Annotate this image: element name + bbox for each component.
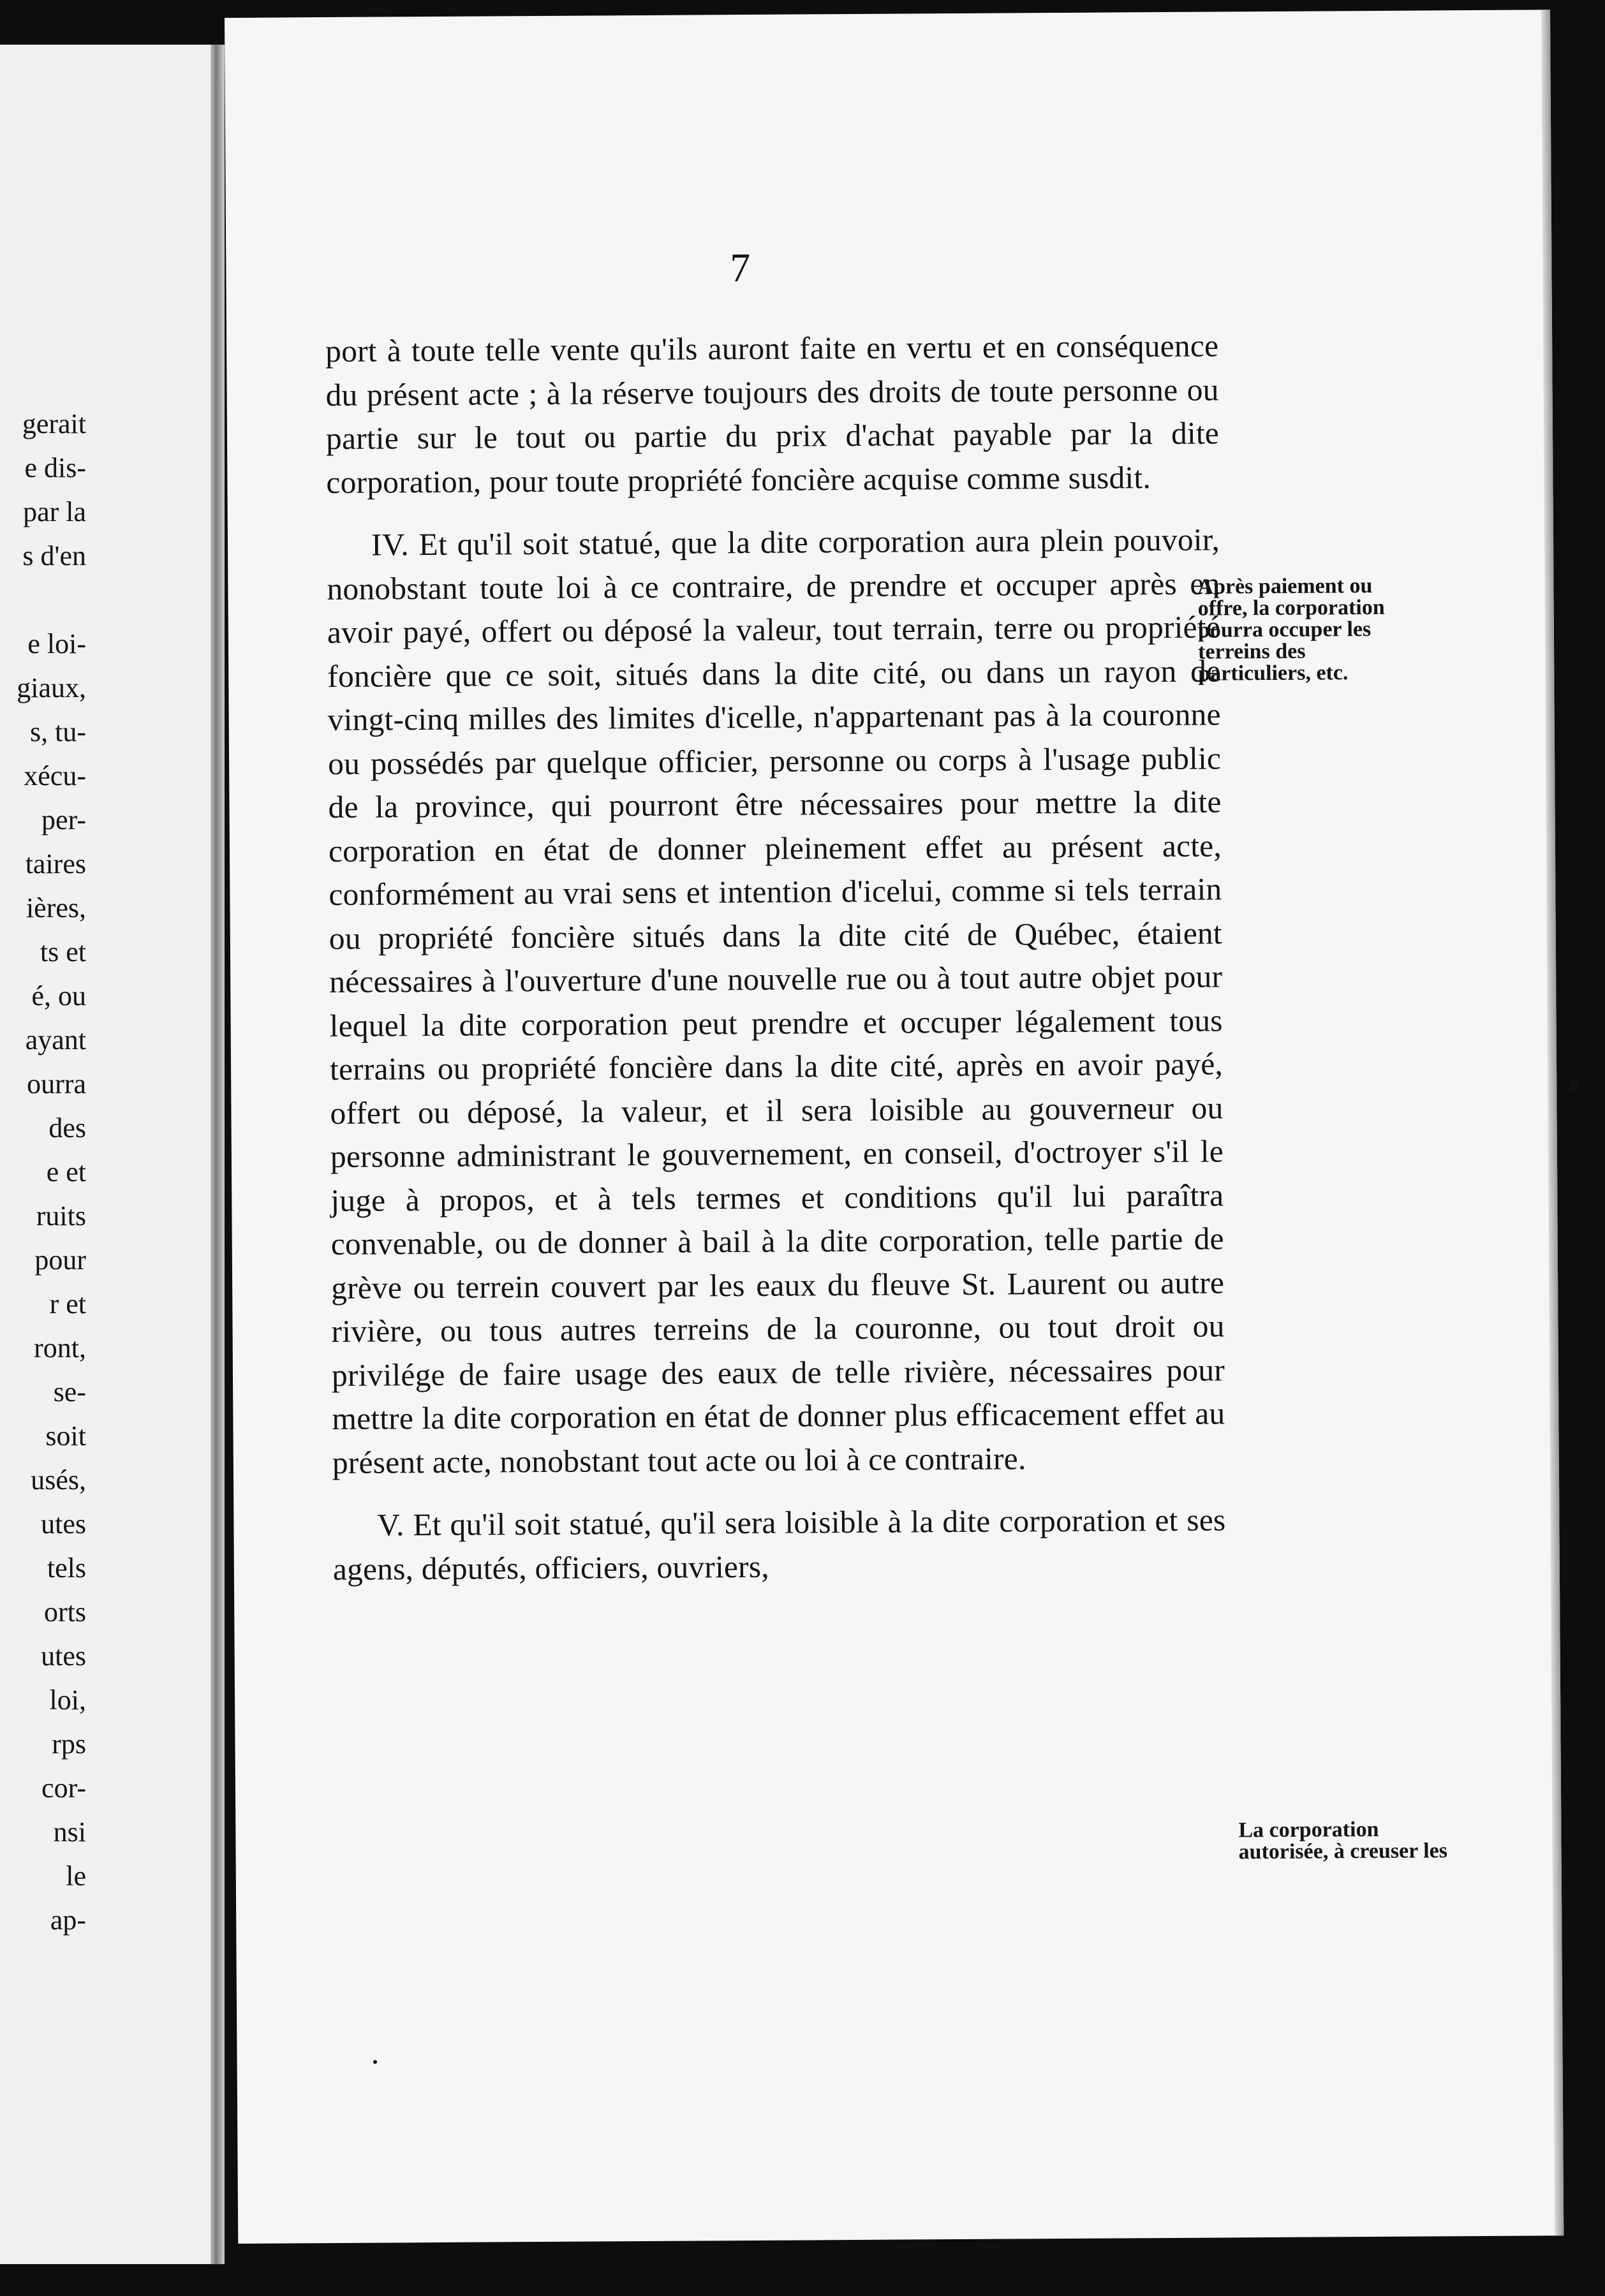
left-fragment-line: pour [34, 1244, 86, 1276]
left-fragment-line: e dis- [24, 452, 86, 483]
left-fragment-line: gerait [22, 408, 86, 439]
left-fragment-line: xécu- [24, 760, 86, 791]
dust-speck [1576, 555, 1579, 559]
page-right [225, 10, 1564, 2244]
left-fragment-line: ap- [50, 1904, 86, 1936]
left-fragment-line: taires [25, 848, 86, 879]
left-fragment-line: e et [46, 1156, 86, 1188]
left-fragment-line: utes [41, 1508, 86, 1540]
left-fragment-line: s, tu- [30, 716, 86, 747]
left-fragment-line: e loi- [27, 628, 86, 659]
left-fragment-line [0, 578, 86, 622]
book-gutter [211, 45, 225, 2264]
facing-page-left [0, 45, 220, 2264]
paragraph-continuation: port à toute telle vente qu'ils auront faite en vertu et en conséquence du présent acte ; à la réserve toujours des droits de toute personne ou partie sur le tout ou partie du prix d'achat payable par la dite corporation, pour toute propriété foncière acquise comme susdit. [325, 328, 1220, 500]
left-fragment-line: tels [47, 1552, 86, 1584]
left-fragment-line: des [48, 1112, 86, 1144]
left-fragment-line: loi, [49, 1684, 86, 1716]
paragraph-section-v: V. Et qu'il soit statué, qu'il sera loisible à la dite corporation et ses agens, députés, officiers, ouvriers, [332, 1502, 1226, 1587]
marginal-note-section-v: La corporation autorisée, à creuser les [1238, 1818, 1448, 1864]
marginal-note-section-iv: Après paiement ou offre, la corporation pourra occuper les terreins des particuliers, etc. [1197, 574, 1385, 686]
left-fragment-line: giaux, [17, 672, 86, 703]
left-page-text-fragments [0, 402, 86, 1942]
left-fragment-line: é, ou [31, 980, 86, 1012]
left-fragment-line: cor- [41, 1772, 86, 1804]
left-fragment-line: rps [52, 1728, 86, 1760]
dust-speck [373, 2060, 377, 2064]
left-fragment-line: usés, [31, 1464, 86, 1496]
left-fragment-line: se- [53, 1376, 86, 1408]
left-fragment-line: ts et [40, 936, 86, 968]
left-fragment-line: r et [49, 1288, 86, 1320]
page-number: 7 [730, 244, 751, 291]
body-text [325, 324, 1226, 1591]
left-fragment-line: par la [23, 496, 86, 527]
left-fragment-line: soit [45, 1420, 86, 1452]
left-fragment-line: per- [41, 804, 86, 835]
left-fragment-line: ruits [36, 1200, 86, 1232]
left-fragment-line: s d'en [22, 540, 86, 571]
paragraph-section-iv: IV. Et qu'il soit statué, que la dite corporation aura plein pouvoir, nonobstant toute loi à ce contraire, de prendre et occuper après en avoir payé, offert ou déposé la valeur, tout terrain, terre ou propriété foncière que ce soit, situés dans la dite cité, ou dans un rayon de vingt-cinq milles des limites d'icelle, n'appartenant pas à la couronne ou possédés par quelque officier, personne ou corps à l'usage public de la province, qui pourront être nécessaires pour mettre la dite corporation en état de donner pleinement effet au présent acte, conformément au vrai sens et intention d'icelui, comme si tels terrain ou propriété foncière situés dans la dite cité de Québec, étaient nécessaires à l'ouverture d'une nouvelle rue ou à tout autre objet pour lequel la dite corporation peut prendre et occuper légalement tous terrains ou propriété foncière dans la dite cité, après en avoir payé, offert ou déposé, la valeur, et il sera loisible au gouverneur ou personne administrant le gouvernement, en conseil, d'octroyer s'il le juge à propos, et à tels termes et conditions qu'il lui paraîtra convenable, ou de donner à bail à la dite corporation, telle partie de grève ou terrein couvert par les eaux du fleuve St. Laurent ou autre rivière, ou tous autres terreins de la couronne, ou tout droit ou privilége de faire usage des eaux de telle rivière, nécessaires pour mettre la dite corporation en état de donner plus efficacement effet au présent acte, nonobstant tout acte ou loi à ce contraire. [327, 522, 1225, 1480]
left-fragment-line: ront, [34, 1332, 86, 1364]
page-edge [1541, 10, 1564, 2235]
left-fragment-line: utes [41, 1640, 86, 1672]
left-fragment-line: ourra [27, 1068, 86, 1100]
left-fragment-line: orts [44, 1596, 86, 1628]
dust-speck [1569, 1078, 1578, 1091]
left-fragment-line: nsi [53, 1816, 86, 1848]
left-fragment-line: ières, [26, 892, 86, 924]
left-fragment-line: le [66, 1860, 86, 1892]
dust-speck [1582, 172, 1586, 176]
left-fragment-line: ayant [25, 1024, 86, 1056]
